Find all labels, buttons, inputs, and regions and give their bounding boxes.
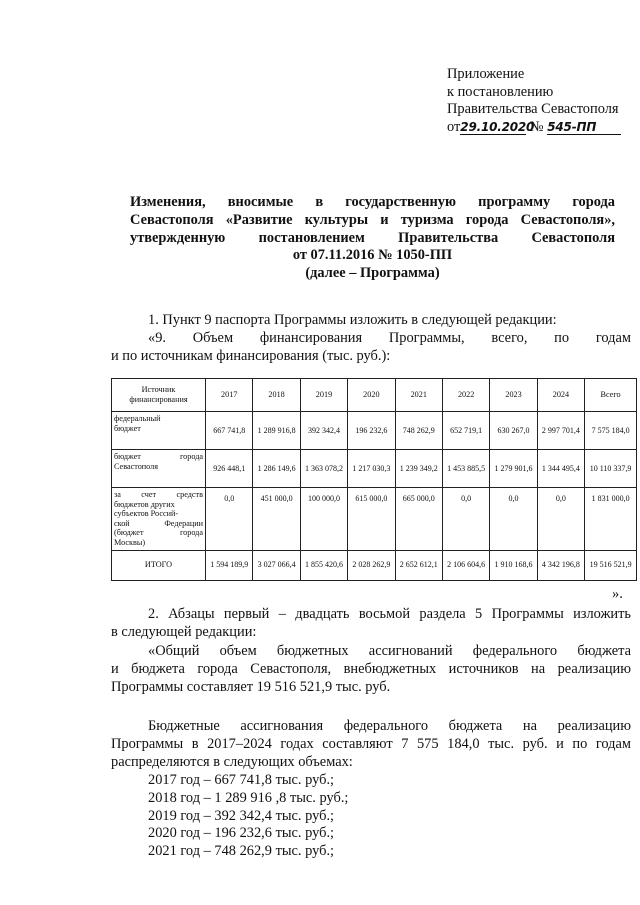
appendix-line-3: Правительства Севастополя xyxy=(447,101,619,117)
section1-quote-line-2: и по источникам финансирования (тыс. руб.): xyxy=(111,347,391,364)
table-cell: 1 217 030,3 xyxy=(348,450,395,488)
handwritten-number: 545-ПП xyxy=(547,121,621,135)
paragraph-line: «Общий объем бюджетных ассигнований федерального бюджета xyxy=(148,643,631,659)
table-cell: 19 516 521,9 xyxy=(585,550,637,580)
table-row-total xyxy=(112,550,637,580)
table-header-row xyxy=(112,379,637,412)
table-cell: 1 831 000,0 xyxy=(585,488,637,551)
row-source xyxy=(112,488,206,551)
source-line: ской Федерации xyxy=(114,518,203,528)
quote-closing: ». xyxy=(612,586,623,602)
list-item: 2017 год – 667 741,8 тыс. руб.; xyxy=(148,772,335,788)
table-cell: 2 652 612,1 xyxy=(395,550,442,580)
title-line-2: Севастополя «Развитие культуры и туризма города Севастополя», xyxy=(130,211,615,228)
header-year: 2021 xyxy=(395,379,442,412)
title-line-5: (далее – Программа) xyxy=(305,265,440,282)
table-cell: 4 342 196,8 xyxy=(537,550,584,580)
header-year: 2024 xyxy=(537,379,584,412)
source-line: бюджет xyxy=(114,423,141,433)
header-year: 2020 xyxy=(348,379,395,412)
number-sign: № xyxy=(529,118,544,135)
section2-intro xyxy=(111,606,631,642)
table-cell: 1 286 149,6 xyxy=(253,450,300,488)
header-year: 2022 xyxy=(442,379,489,412)
table-cell: 1 239 349,2 xyxy=(395,450,442,488)
table-cell: 0,0 xyxy=(206,488,253,551)
title-line-1: Изменения, вносимые в государственную программу города xyxy=(130,194,615,210)
header-source xyxy=(112,379,206,412)
table-cell: 2 106 604,6 xyxy=(442,550,489,580)
table-cell: 451 000,0 xyxy=(253,488,300,551)
table-cell: 1 289 916,8 xyxy=(253,412,300,450)
paragraph-line: Бюджетные ассигнования федерального бюджета на реализацию xyxy=(148,718,631,734)
section2-line-2: в следующей редакции: xyxy=(111,623,257,640)
handwritten-date: 29.10.2020 xyxy=(460,119,535,134)
header-source-line-1: Источник xyxy=(141,385,176,395)
title-line-3: утвержденную постановлением Правительства Севастополя xyxy=(130,229,615,246)
table-cell: 926 448,1 xyxy=(206,450,253,488)
paragraph-line: Программы составляет 19 516 521,9 тыс. руб. xyxy=(111,678,391,695)
financing-table xyxy=(111,378,637,581)
table-cell: 0,0 xyxy=(442,488,489,551)
header-year: 2023 xyxy=(490,379,537,412)
appendix-line-2: к постановлению xyxy=(447,83,554,100)
table-cell: 615 000,0 xyxy=(348,488,395,551)
table-row xyxy=(112,450,637,488)
document-title xyxy=(130,194,615,283)
table-row xyxy=(112,488,637,551)
list-item: 2019 год – 392 342,4 тыс. руб.; xyxy=(148,807,335,824)
section1-quote xyxy=(111,330,631,366)
table-cell: 652 719,1 xyxy=(442,412,489,450)
header-year: 2018 xyxy=(253,379,300,412)
appendix-date-line xyxy=(447,119,627,137)
table-cell: 392 342,4 xyxy=(300,412,347,450)
table-cell: 0,0 xyxy=(490,488,537,551)
table-cell: 3 027 066,4 xyxy=(253,550,300,580)
source-line: Севастополя xyxy=(114,461,159,471)
title-line-4: от 07.11.2016 № 1050-ПП xyxy=(292,247,453,264)
list-item: 2018 год – 1 289 916 ,8 тыс. руб.; xyxy=(148,789,349,806)
row-source xyxy=(112,450,206,488)
table-cell: 630 267,0 xyxy=(490,412,537,450)
source-line: субъектов Россий- xyxy=(114,509,179,519)
paragraph-line: Программы в 2017–2024 годах составляют 7 575 184,0 тыс. руб. и по годам xyxy=(111,735,631,752)
table-cell: 1 363 078,2 xyxy=(300,450,347,488)
table-cell: 196 232,6 xyxy=(348,412,395,450)
table-cell: 1 855 420,6 xyxy=(300,550,347,580)
header-year: 2017 xyxy=(206,379,253,412)
appendix-header xyxy=(447,66,627,136)
table-cell: 667 741,8 xyxy=(206,412,253,450)
yearly-allocations-list xyxy=(148,772,348,861)
source-line: за счет средств xyxy=(114,490,203,499)
paragraph-line: и бюджета города Севастополя, внебюджетных источников на реализацию xyxy=(111,660,631,677)
section2-line-1: 2. Абзацы первый – двадцать восьмой раздела 5 Программы изложить xyxy=(148,606,631,622)
row-source xyxy=(112,412,206,450)
table-cell: 1 594 189,9 xyxy=(206,550,253,580)
table-cell: 748 262,9 xyxy=(395,412,442,450)
source-line: (бюджет города xyxy=(114,528,203,538)
table-cell: 1 910 168,6 xyxy=(490,550,537,580)
table-cell: 100 000,0 xyxy=(300,488,347,551)
from-prefix: от xyxy=(447,118,461,135)
table-cell: 2 997 701,4 xyxy=(537,412,584,450)
table-cell: 2 028 262,9 xyxy=(348,550,395,580)
table-row xyxy=(112,412,637,450)
list-item: 2020 год – 196 232,6 тыс. руб.; xyxy=(148,825,335,842)
table-cell: 1 453 885,5 xyxy=(442,450,489,488)
section2-paragraph-2 xyxy=(111,718,631,771)
table-cell: 10 110 337,9 xyxy=(585,450,637,488)
source-line: бюджетов других xyxy=(114,499,175,509)
source-line: бюджет города xyxy=(114,452,203,461)
paragraph-line: распределяются в следующих объемах: xyxy=(111,753,353,770)
list-item: 2021 год – 748 262,9 тыс. руб.; xyxy=(148,843,335,860)
header-total: Всего xyxy=(585,379,637,412)
table-cell: 0,0 xyxy=(537,488,584,551)
appendix-line-1: Приложение xyxy=(447,66,525,82)
header-year: 2019 xyxy=(300,379,347,412)
section1-quote-line-1: «9. Объем финансирования Программы, всего, по годам xyxy=(148,330,631,346)
table-cell: 665 000,0 xyxy=(395,488,442,551)
section1-intro: 1. Пункт 9 паспорта Программы изложить в следующей редакции: xyxy=(148,312,557,328)
table-cell: 1 344 495,4 xyxy=(537,450,584,488)
section2-paragraph-1 xyxy=(111,643,631,696)
table-cell: 1 279 901,6 xyxy=(490,450,537,488)
total-label: ИТОГО xyxy=(112,550,206,580)
table-cell: 7 575 184,0 xyxy=(585,412,637,450)
source-line: федеральный xyxy=(114,414,161,423)
header-source-line-2: финансирования xyxy=(129,395,188,404)
source-line: Москвы) xyxy=(114,537,146,547)
